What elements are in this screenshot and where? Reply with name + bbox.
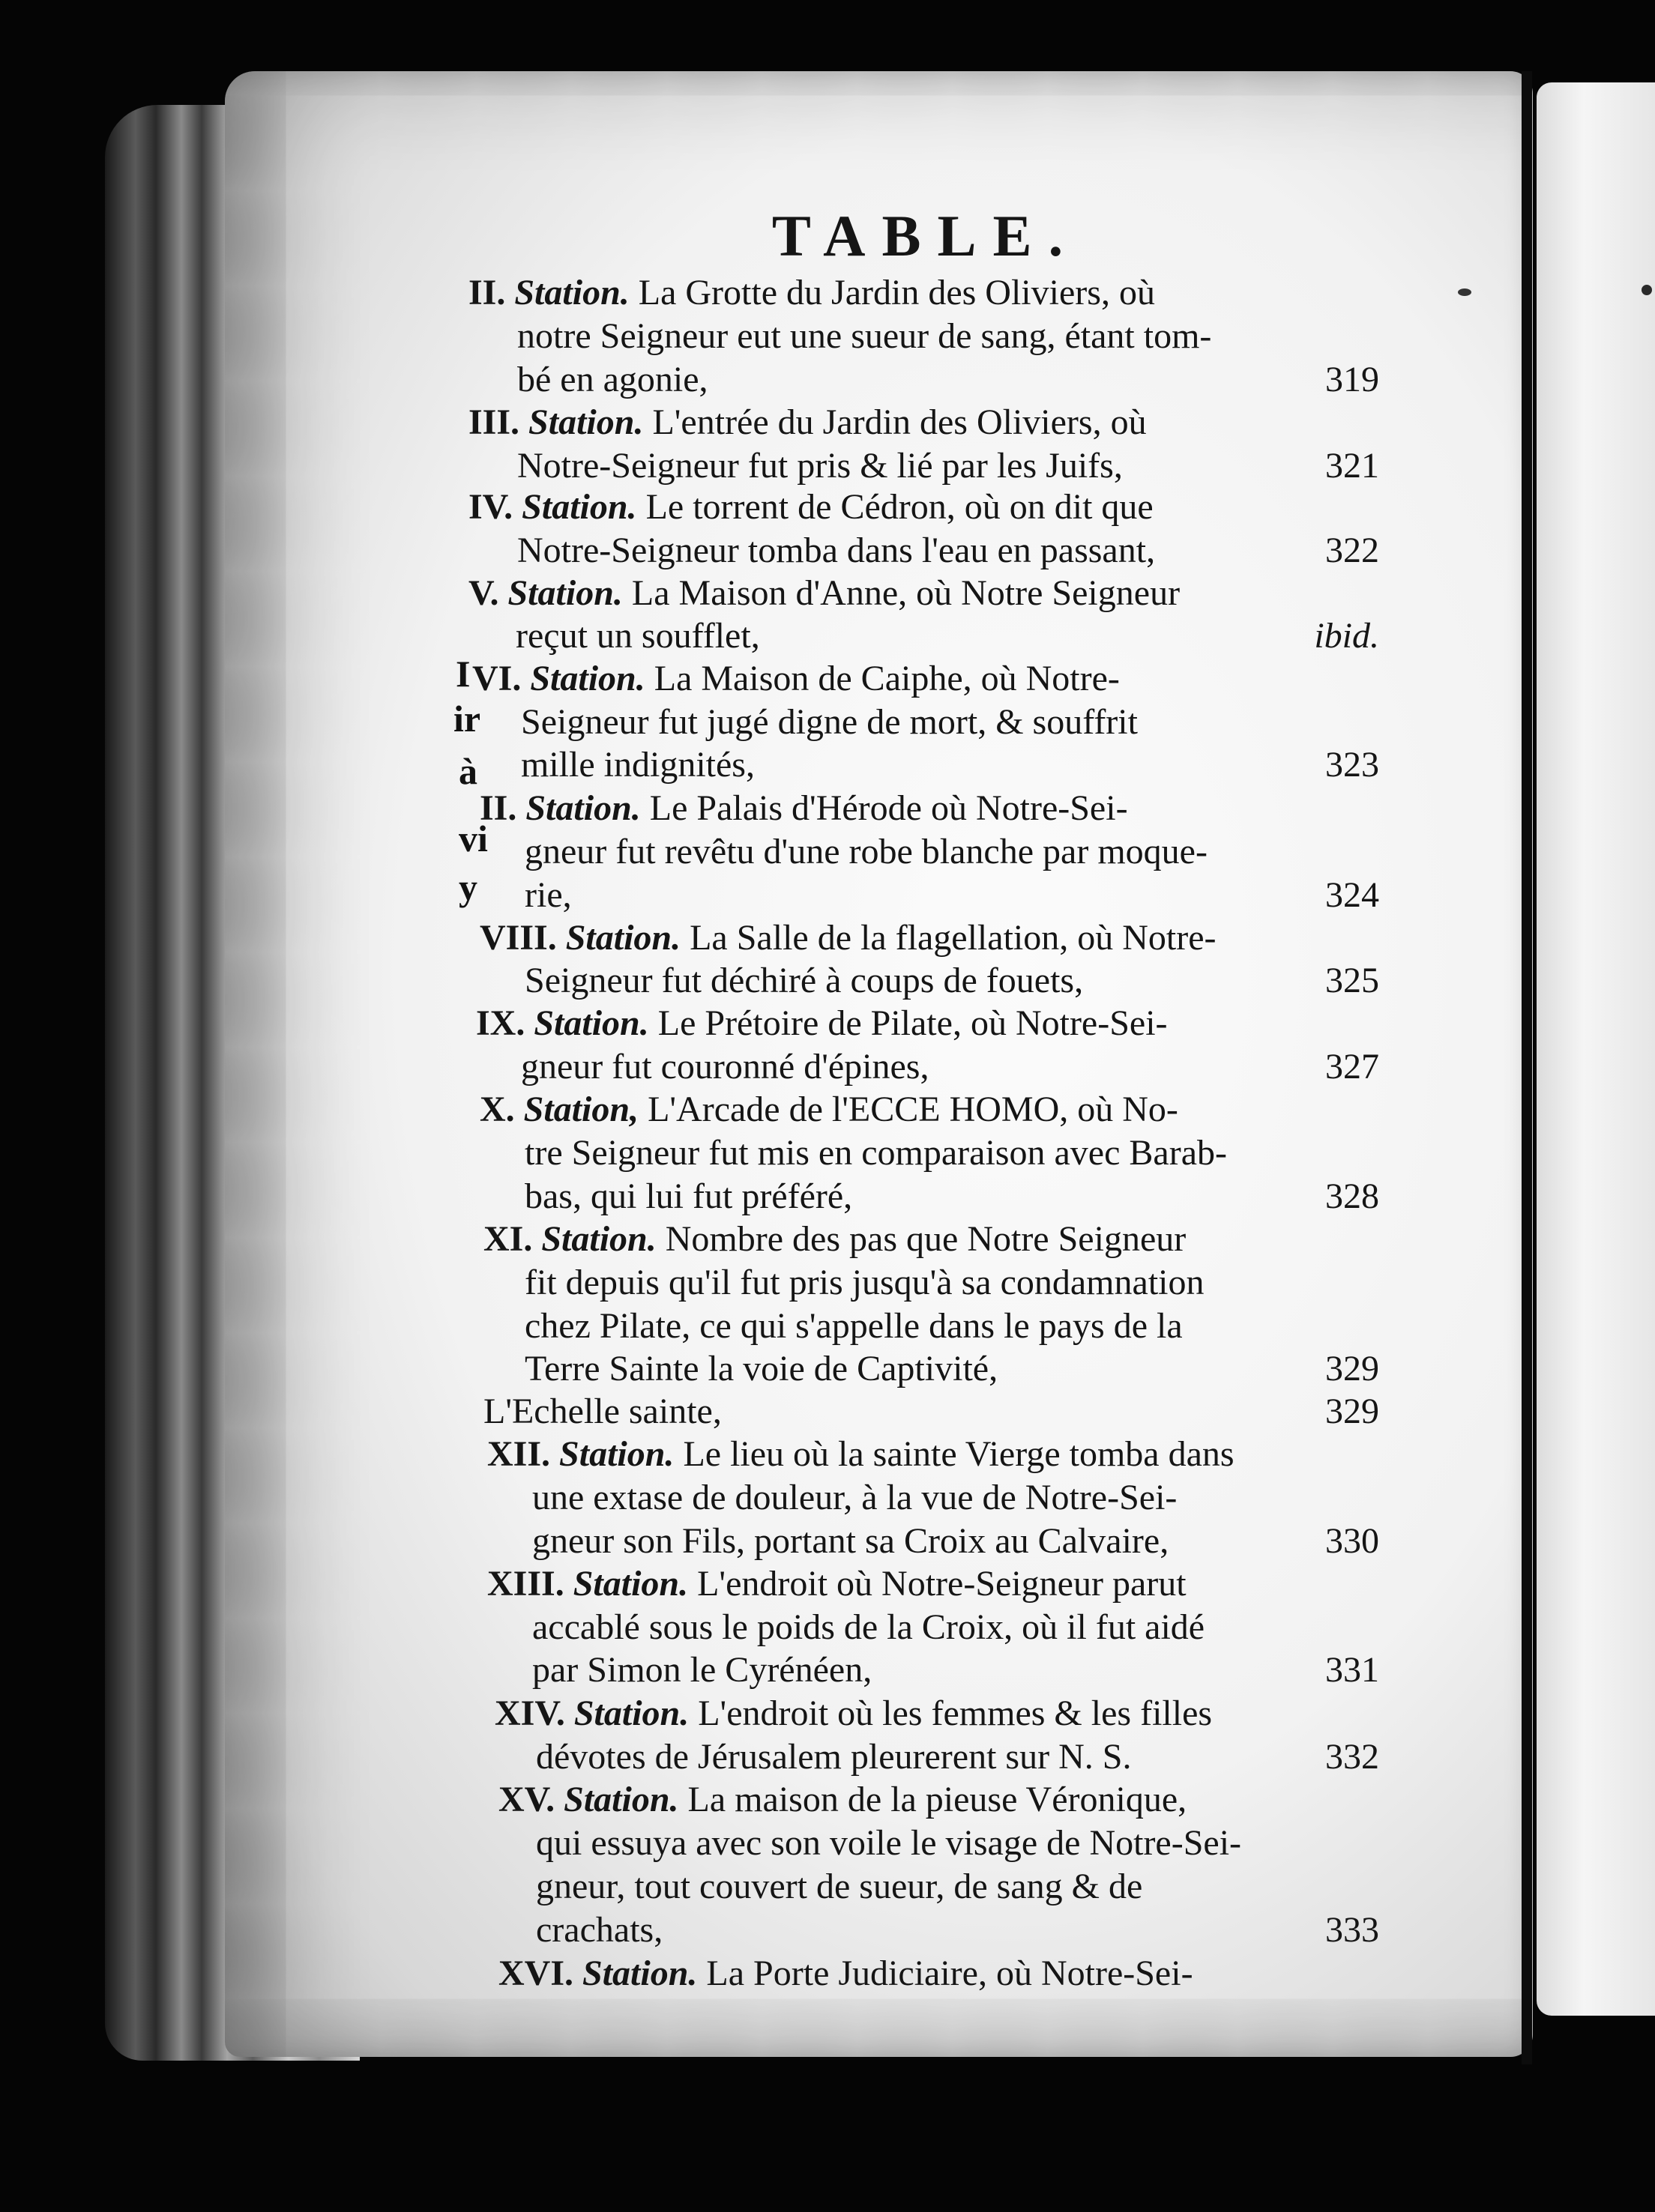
toc-entry-line [532,1520,1169,1563]
toc-entry-line [525,1175,852,1218]
entry-text: bas, qui lui fut préféré, [525,1176,853,1216]
station-word: Station. [534,1003,649,1043]
toc-entry-line [480,787,1128,830]
entry-text: bé en agonie, [517,360,708,399]
toc-entry-line [525,1347,998,1391]
station-word: Station. [564,1780,679,1819]
station-word: Station. [522,487,637,527]
station-number: XV. [498,1780,555,1819]
page-number: 321 [1325,446,1379,486]
page-number: 327 [1325,1047,1379,1087]
ink-spot [1458,288,1471,296]
page-number: 330 [1325,1521,1379,1561]
station-number: XIII. [487,1564,564,1604]
toc-entry-line [525,1131,1227,1175]
toc-entry-line [487,1562,1187,1606]
toc-entry-line [517,444,1123,488]
page-number: 329 [1325,1391,1379,1431]
entry-text: notre Seigneur eut une sueur de sang, étant tom- [517,316,1212,356]
station-number: X. [480,1090,515,1129]
entry-text: Terre Sainte la voie de Captivité, [525,1349,998,1388]
entry-text: La Maison d'Anne, où Notre Seigneur [631,573,1181,613]
margin-fragment: ir [453,698,481,740]
entry-text: fit depuis qu'il fut pris jusqu'à sa condamnation [525,1263,1205,1302]
station-word: Station. [507,573,623,613]
toc-entry-line [536,1822,1241,1865]
facing-page-edge [1537,82,1655,2016]
entry-text: crachats, [536,1910,663,1950]
station-word: Station. [514,273,630,312]
station-number: IX. [476,1003,525,1043]
entry-text: La Porte Judiciaire, où Notre-Sei- [706,1953,1193,1993]
entry-text: Nombre des pas que Notre Seigneur [665,1219,1187,1259]
toc-entry-line [536,1909,663,1952]
toc-entry-line [498,1778,1187,1822]
entry-text: Seigneur fut déchiré à coups de fouets, [525,961,1084,1000]
station-number: XVI. [498,1953,574,1993]
toc-entry-line [517,529,1155,572]
entry-text: tre Seigneur fut mis en comparaison avec Barab- [525,1133,1227,1173]
entry-text: La Salle de la flagellation, où Notre- [690,918,1217,958]
toc-entry-line [468,486,1154,529]
entry-text: L'endroit où les femmes & les filles [698,1693,1213,1733]
station-word: Station. [541,1219,657,1259]
entry-text: gneur fut revêtu d'une robe blanche par moque- [525,832,1208,871]
station-number: VI. [472,659,522,698]
toc-entry-line [516,614,760,658]
page-number: 319 [1325,360,1379,399]
entry-text: L'entrée du Jardin des Oliviers, où [652,402,1147,442]
station-number: III. [468,402,520,442]
entry-text: Notre-Seigneur tomba dans l'eau en passant, [517,531,1156,570]
entry-text: par Simon le Cyrénéen, [532,1650,872,1690]
toc-entry-line [480,916,1217,960]
toc-entry-line [487,1433,1235,1476]
page-number: 329 [1325,1349,1379,1388]
station-word: Station. [573,1564,689,1604]
station-number: VIII. [480,918,557,958]
station-word: Station. [528,402,644,442]
entry-text: Le torrent de Cédron, où on dit que [645,487,1154,527]
entry-text: mille indignités, [521,745,755,785]
entry-text: qui essuya avec son voile le visage de Notre-Sei- [536,1823,1242,1863]
toc-entry-line [468,271,1155,315]
toc-entry-line [498,1952,1193,1995]
toc-entry-line [532,1476,1177,1520]
entry-text: Notre-Seigneur fut pris & lié par les Juifs, [517,446,1123,486]
toc-entry-line [525,959,1083,1003]
toc-entry-line [483,1218,1186,1261]
entry-text: Le Prétoire de Pilate, où Notre-Sei- [657,1003,1168,1043]
station-number: XII. [487,1434,551,1474]
entry-text: L'Arcade de l'ECCE HOMO, où No- [648,1090,1178,1129]
margin-fragment: I [456,653,471,695]
entry-text: La Grotte du Jardin des Oliviers, où [638,273,1155,312]
station-word: Station. [530,659,645,698]
station-number: V. [468,573,499,613]
entry-text: reçut un soufflet, [516,616,760,656]
toc-entry-line [480,1088,1178,1131]
entry-text: Le lieu où la sainte Vierge tomba dans [683,1434,1235,1474]
station-number: XIV. [495,1693,565,1733]
station-word: Station. [525,788,641,828]
toc-entry-line [536,1735,1131,1779]
page-number: 332 [1325,1737,1379,1777]
page-number: 331 [1325,1650,1379,1690]
toc-entry-line [476,1002,1168,1045]
page-number: 333 [1325,1910,1379,1950]
toc-entry-line [517,315,1211,358]
station-number: IV. [468,487,513,527]
page-number: ibid. [1314,616,1379,656]
station-word: Station. [582,1953,698,1993]
entry-text: chez Pilate, ce qui s'appelle dans le pays de la [525,1306,1183,1346]
entry-text: L'endroit où Notre-Seigneur parut [697,1564,1187,1604]
station-number: II. [468,273,506,312]
toc-entry-line [483,1390,722,1433]
toc-entry-line [521,1045,929,1089]
page-number: 324 [1325,875,1379,915]
entry-text: rie, [525,875,572,915]
toc-entry-line [495,1692,1212,1735]
station-word: Station. [559,1434,675,1474]
entry-text: gneur fut couronné d'épines, [521,1047,929,1087]
station-number: XI. [483,1219,533,1259]
station-word: Station. [573,1693,690,1733]
toc-entry-line [468,401,1147,444]
margin-fragment: à [459,750,477,792]
ink-spot [1642,285,1652,295]
page-gutter [1522,71,1532,2064]
margin-fragment: vi [459,818,488,859]
entry-text: dévotes de Jérusalem pleurerent sur N. S. [536,1737,1132,1777]
toc-entry-line [532,1606,1205,1649]
page-number: 323 [1325,745,1379,785]
page-number: 325 [1325,961,1379,1000]
toc-entry-line [525,1261,1205,1305]
toc-entry-line [525,1305,1183,1348]
toc-entry-line [536,1865,1142,1909]
entry-text: La Maison de Caiphe, où Notre- [654,659,1120,698]
entry-text: Le Palais d'Hérode où Notre-Sei- [649,788,1128,828]
page-heading: TABLE. [771,203,1080,268]
station-word: Station. [565,918,681,958]
page-number: 322 [1325,531,1379,570]
entry-text: gneur, tout couvert de sueur, de sang & de [536,1867,1143,1906]
margin-fragment: y [459,866,477,908]
toc-entry-line [468,572,1180,615]
entry-text: L'Echelle sainte, [483,1391,722,1431]
entry-text: accablé sous le poids de la Croix, où il fut aidé [532,1607,1205,1647]
toc-entry-line [525,830,1208,874]
toc-entry-line [521,743,755,787]
page-number: 328 [1325,1176,1379,1216]
toc-entry-line [532,1649,872,1692]
entry-text: Seigneur fut jugé digne de mort, & souffrit [521,702,1138,742]
entry-text: gneur son Fils, portant sa Croix au Calvaire, [532,1521,1169,1561]
station-word: Station, [523,1090,639,1129]
toc-entry-line [521,701,1138,744]
station-number: II. [480,788,517,828]
entry-text: La maison de la pieuse Véronique, [687,1780,1187,1819]
toc-entry-line [472,657,1120,701]
toc-entry-line [525,874,572,917]
toc-entry-line [517,358,708,402]
entry-text: une extase de douleur, à la vue de Notre-Sei- [532,1478,1178,1517]
